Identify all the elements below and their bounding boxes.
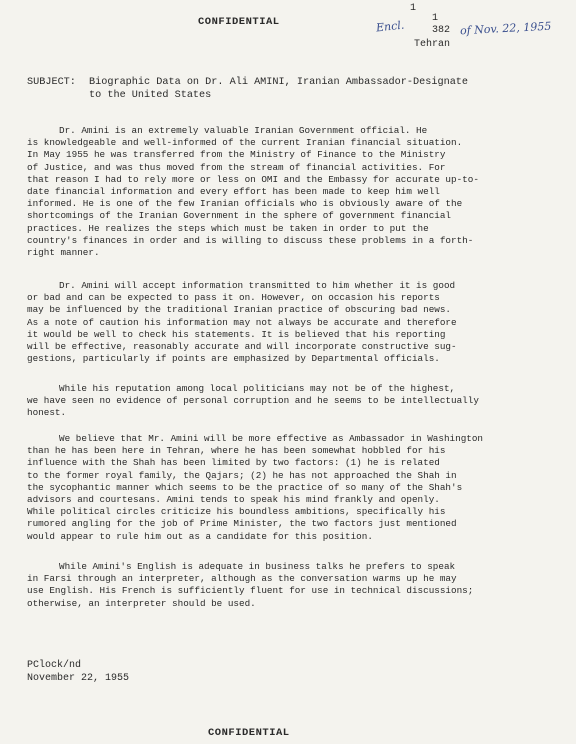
classification-header: CONFIDENTIAL: [198, 16, 280, 28]
paragraph-line: shortcomings of the Iranian Government in the sphere of government financial: [27, 210, 452, 222]
paragraph-line: practices. He realizes the steps which must be taken in order to put the: [27, 222, 429, 234]
place-of-origin: Tehran: [414, 39, 451, 50]
paragraph-line: Dr. Amini is an extremely valuable Iranian Government official. He: [59, 125, 428, 136]
paragraph-line: may be influenced by the traditional Iranian practice of obscuring bad news.: [27, 304, 452, 316]
paragraph-line: or bad and can be expected to pass it on. However, on occasion his reports: [27, 292, 440, 304]
paragraph-line: than he has been here in Tehran, where he has been somewhat hobbled for his: [27, 445, 446, 457]
paragraph-line: that reason I had to rely more or less on OMI and the Embassy for accurate up-to-: [27, 173, 479, 185]
paragraph-line: the sycophantic manner which seems to be the practice of so many of the Shah's: [27, 481, 463, 493]
document-reference: [432, 13, 450, 37]
paragraph-line: While his reputation among local politicians may not be of the highest,: [59, 383, 456, 394]
paragraph-line: it would be well to check his statements. It is believed that his reporting: [27, 328, 446, 340]
paragraph-line: we have seen no evidence of personal corruption and he seems to be intellectually: [27, 395, 479, 407]
paragraph-line: We believe that Mr. Amini will be more effective as Ambassador in Washington: [59, 433, 484, 444]
paragraph-line: gestions, particularly if points are emphasized by Departmental officials.: [27, 353, 440, 365]
paragraph-line: As a note of caution his information may not always be accurate and therefore: [27, 316, 457, 328]
paragraph-line: influence with the Shah has been limited by two factors: (1) he is related: [27, 457, 440, 469]
page-number: 1: [410, 3, 417, 14]
signature-block: [27, 659, 129, 685]
paragraph-line: date financial information and every effort has been made to keep him well: [27, 186, 440, 198]
paragraph-line: While Amini's English is adequate in business talks he prefers to speak: [59, 561, 456, 572]
paragraph-line: Dr. Amini will accept information transmitted to him whether it is good: [59, 280, 456, 291]
paragraph-5: [27, 561, 549, 610]
paragraph-line: In May 1955 he was transferred from the Ministry of Finance to the Ministry: [27, 149, 446, 161]
paragraph-line: rumored angling for the job of Prime Minister, the two factors just mentioned: [27, 518, 457, 530]
paragraph-line: is knowledgeable and well-informed of the current Iranian financial situation.: [27, 137, 463, 149]
paragraph-line: use English. His French is sufficiently fluent for use in technical discussions;: [27, 585, 474, 597]
author-initials: PClock/nd: [27, 660, 82, 671]
paragraph-line: country's finances in order and is willing to discuss these problems in a forth-: [27, 234, 474, 246]
paragraph-line: right manner.: [27, 247, 100, 259]
subject-line-1: Biographic Data on Dr. Ali AMINI, Iranian Ambassador-Designate: [89, 77, 469, 88]
document-number: 1: [432, 13, 439, 24]
paragraph-3: [27, 383, 549, 420]
paragraph-line: would appear to rule him out as a candidate for this position.: [27, 530, 373, 542]
subject-line-2: to the United States: [89, 90, 212, 101]
paragraph-line: informed. He is one of the few Iranian officials who is obviously aware of the: [27, 198, 463, 210]
classification-footer: CONFIDENTIAL: [208, 727, 290, 739]
paragraph-line: to the former royal family, the Qajars; (2) he has not approached the Shah in: [27, 469, 457, 481]
paragraph-line: advisors and courtesans. Amini tends to speak his mind frankly and openly.: [27, 494, 440, 506]
paragraph-line: in Farsi through an interpreter, although as the conversation warms up he may: [27, 573, 457, 585]
paragraph-line: of Justice, and was thus moved from the stream of financial activities. For: [27, 161, 446, 173]
paragraph-2: [27, 280, 549, 365]
handwritten-date-note: of Nov. 22, 1955: [459, 19, 552, 38]
document-date: November 22, 1955: [27, 673, 130, 684]
subject-block: [27, 76, 547, 102]
subject-label: SUBJECT:: [27, 77, 76, 88]
paragraph-line: otherwise, an interpreter should be used.: [27, 597, 256, 609]
paragraph-line: will be effective, reasonably accurate and will incorporate constructive sug-: [27, 341, 457, 353]
handwritten-enclosure-note: Encl.: [375, 18, 405, 35]
paragraph-1: [27, 125, 549, 259]
paragraph-line: While political circles criticize his boundless ambitions, specifically his: [27, 506, 446, 518]
paragraph-4: [27, 433, 549, 543]
dispatch-number: 382: [432, 25, 451, 36]
paragraph-line: honest.: [27, 407, 67, 419]
